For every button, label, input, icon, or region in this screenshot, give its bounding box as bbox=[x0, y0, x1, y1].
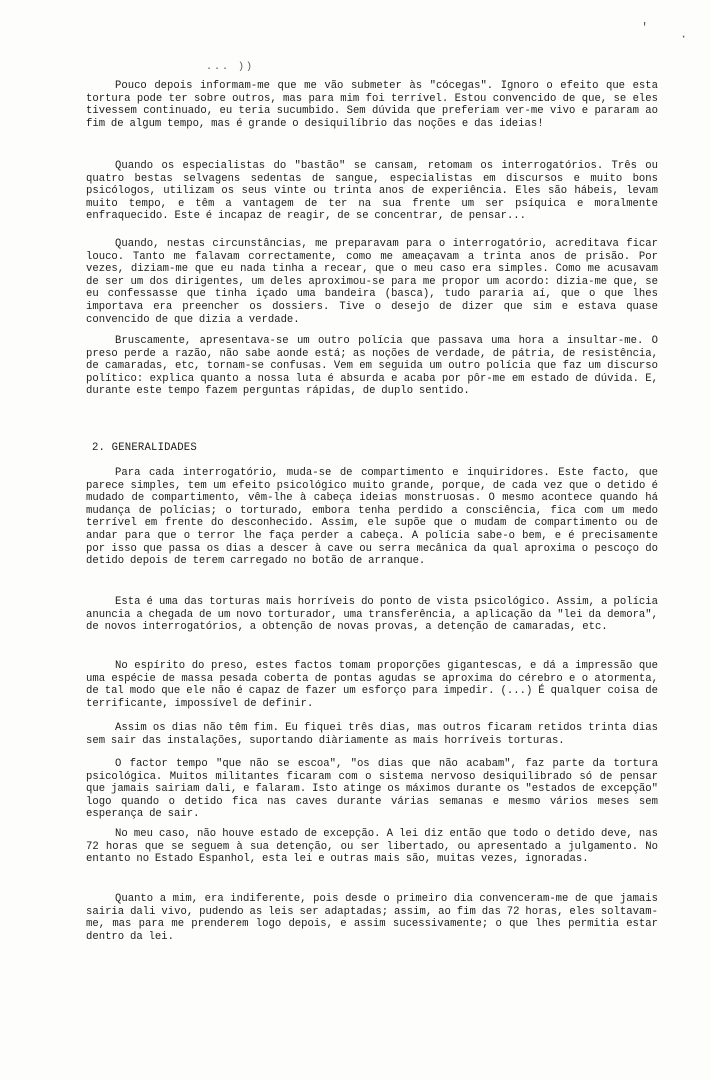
paragraph-policia: Bruscamente, apresentava-se um outro polícia que passava uma hora a insultar-me. O preso perde a razão, não sabe aonde está; as noções de verdade, de pátria, de resistência, de camaradas, etc, tornam-se confusas. Vem em seguida um outro polícia que faz um discurso político: explica quanto a nossa luta é absurda e acaba por pôr-me em estado de dúvida. E, durante este tempo fazem perguntas rápidas, de duplo sentido. bbox=[86, 335, 658, 398]
paragraph-compartimento: Para cada interrogatório, muda-se de compartimento e inquiridores. Este facto, que parece simples, tem um efeito psicológico muito grande, porque, de cada vez que o detido é mudado de compartimento, vêm-lhe à cabeça ideias monstruosas. O mesmo acontece quando há mudança de polícias; o torturado, embora tenha perdido a consciência, fica com um medo terrível em frente do desconhecido. Assim, ele supõe que o mudam de compartimento ou de andar para que o terror lhe faça perder a cabeça. A polícia sabe-o bem, e é precisamente por isso que passa os dias a descer à cave ou serra mecânica da qual aproxima o pescoço do detido depois de terem carregado no botão de arranque. bbox=[86, 467, 658, 568]
paragraph-espirito: No espírito do preso, estes factos tomam proporções gigantescas, e dá a impressão que uma espécie de massa pesada coberta de pontas agudas se aproxima do cérebro e o atormenta, de tal modo que ele não é capaz de fazer um esforço para impedir. (...) É qualquer coisa de terrificante, impossível de definir. bbox=[86, 660, 658, 710]
paragraph-excepcao: No meu caso, não houve estado de excepção. A lei diz então que todo o detido deve, nas 72 horas que se seguem à sua detenção, ou ser libertado, ou apresentado a julgamento. No entanto no Estado Espanhol, esta lei e outras mais são, muitas vezes, ignoradas. bbox=[86, 828, 658, 866]
paragraph-bastao: Quando os especialistas do "bastão" se cansam, retomam os interrogatórios. Três ou quatro bestas selvagens sedentas de sangue, especialistas em discursos e muito bons psicólogos, utilizam os seus vinte ou trinta anos de experiência. Eles são hábeis, levam muito tempo, e têm a vantagem de ter na sua frente um ser psíquica e moralmente enfraquecido. Este é incapaz de reagir, de se concentrar, de pensar... bbox=[86, 160, 658, 223]
paragraph-interrogatorio: Quando, nestas circunstâncias, me preparavam para o interrogatório, acreditava ficar louco. Tanto me falavam correctamente, como me ameaçavam a trinta anos de prisão. Por vezes, diziam-me que eu nada tinha a recear, que o meu caso era simples. Como me acusavam de ser um dos dirigentes, um deles aproximou-se para me propor um acordo: dizia-me que, se eu confessasse que tinha içado uma bandeira (basca), tudo pararia aí, que o que lhes importava era preencher os dossiers. Tive o desejo de dizer que sim e estava quase convencido de que dizia a verdade. bbox=[86, 238, 658, 326]
top-mark: ... )) bbox=[206, 62, 255, 73]
paragraph-quanto-a-mim: Quanto a mim, era indiferente, pois desde o primeiro dia convenceram-me de que jamais sairia dali vivo, pudendo as leis ser adaptadas; assim, ao fim das 72 horas, eles soltavam-me, mas para me prenderem logo depois, e assim sucessivamente; o que lhes permitia estar dentro da lei. bbox=[86, 893, 658, 943]
paragraph-dias: Assim os dias não têm fim. Eu fiquei três dias, mas outros ficaram retidos trinta dias sem sair das instalações, suportando diàriamente as mais horríveis torturas. bbox=[86, 722, 658, 747]
corner-mark-2: · bbox=[680, 30, 690, 44]
paragraph-torturas: Esta é uma das torturas mais horríveis do ponto de vista psicológico. Assim, a polícia anuncia a chegada de um novo torturador, uma transferência, a aplicação da "lei da demora", de novos interrogatórios, a obtenção de novas provas, a detenção de camaradas, etc. bbox=[86, 596, 658, 634]
section-heading: 2. GENERALIDADES bbox=[92, 442, 197, 454]
corner-mark: ' bbox=[641, 21, 651, 35]
paragraph-cocegas: Pouco depois informam-me que me vão submeter às "cócegas". Ignoro o efeito que esta tortura pode ter sobre outros, mas para mim foi terrível. Estou convencido de que, se eles tivessem continuado, eu teria sucumbido. Sem dúvida que preferiam ver-me vivo e pararam ao fim de algum tempo, mas é grande o desiquilíbrio das noções e das ideias! bbox=[86, 80, 658, 130]
paragraph-tempo: O factor tempo "que não se escoa", "os dias que não acabam", faz parte da tortura psicológica. Muitos militantes ficaram com o sistema nervoso desiquilibrado só de pensar que jamais sairiam dali, e falaram. Isto atinge os máximos durante os "estados de excepção" logo quando o detido fica nas caves durante várias semanas e mesmo vários meses sem esperança de sair. bbox=[86, 758, 658, 821]
